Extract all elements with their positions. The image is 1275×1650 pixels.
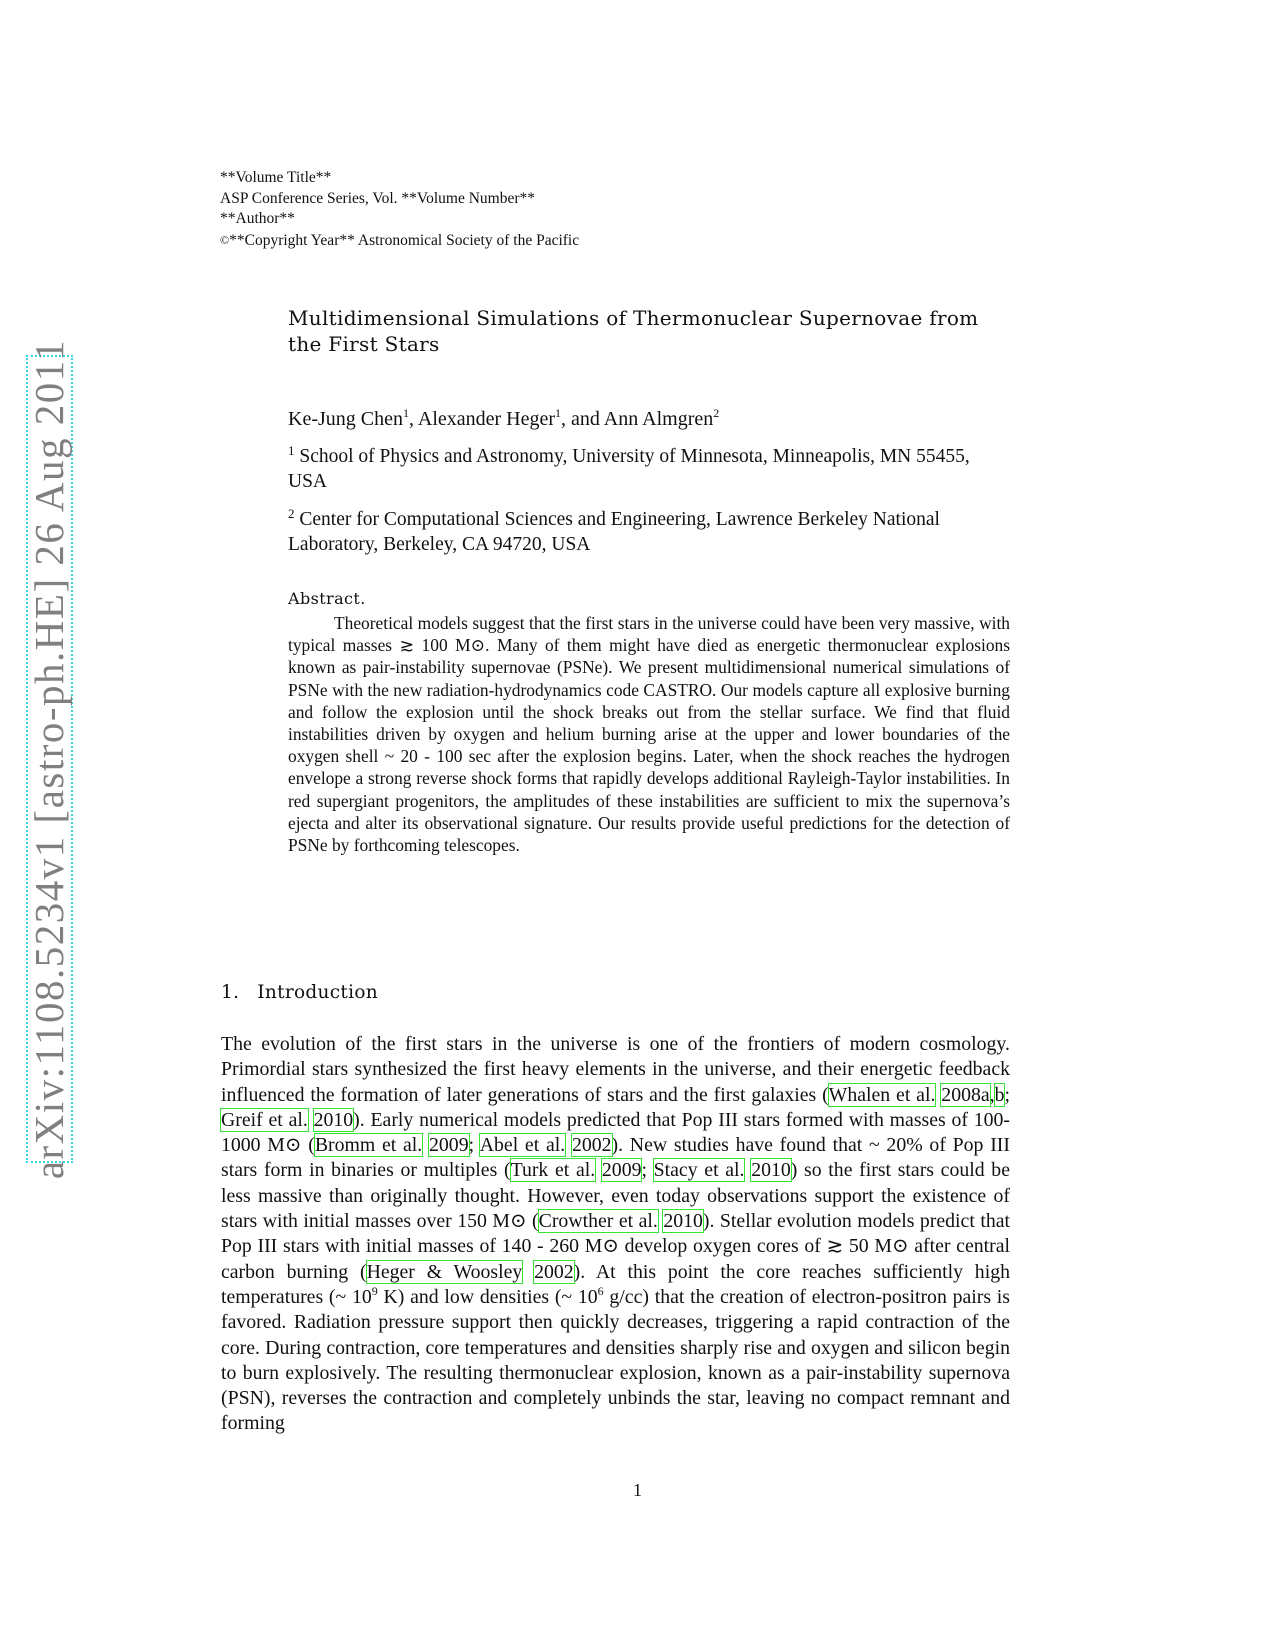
citation-link[interactable]: 2002 (571, 1134, 612, 1157)
abstract-body: Theoretical models suggest that the first stars in the universe could have been very massive, with typical masses ≳ 100 M⊙. Many of them might have died as energetic thermonuclear explosions known as pair-instability supernovae (PSNe). We present multidimensional numerical simulations of PSNe with the new radiation-hydrodynamics code CASTRO. Our models capture all explosive burning and follow the explosion until the shock breaks out from the stellar surface. We find that fluid instabilities driven by oxygen and helium burning arise at the upper and lower boundaries of the oxygen shell ~ 20 - 100 sec after the explosion begins. Later, when the shock reaches the hydrogen envelope a strong reverse shock forms that rapidly develops additional Rayleigh-Taylor instabilities. In red supergiant progenitors, the amplitudes of these instabilities are sufficient to mix the supernova’s ejecta and alter its observational signature. Our results provide useful predictions for the detection of PSNe by forthcoming telescopes. (288, 613, 1010, 856)
affiliation-text: Center for Computational Sciences and Engineering, Lawrence Berkeley National Laboratory, Berkeley, CA 94720, USA (288, 509, 940, 555)
body-text: ; (468, 1134, 480, 1157)
body-text: K) and low densities (~ 10 (377, 1285, 598, 1308)
volume-title: **Volume Title** (220, 169, 332, 186)
section-number: 1. (221, 982, 240, 1003)
citation-link[interactable]: 2010 (313, 1108, 354, 1131)
body-text: ). Stellar evolution models predict that Pop III stars with initial masses of 140 - 260 M⊙ develop oxygen cores of ≳ 50 M⊙ after central carbon burning ( (221, 1210, 1010, 1283)
citation-link[interactable]: Whalen et al. (828, 1083, 936, 1106)
author-name: , Alexander Heger (408, 408, 556, 430)
body-text: The evolution of the first stars in the universe is one of the frontiers of modern cosmology. Primordial stars synthesized the first heavy elements in the universe, and their energetic feedback influenced the formation of later generations of stars and the first galaxies ( (221, 1033, 1010, 1106)
exponent: 6 (597, 1283, 604, 1298)
affiliation-text: School of Physics and Astronomy, University of Minnesota, Minneapolis, MN 55455, USA (288, 446, 970, 492)
affiliation-1 (288, 444, 1008, 494)
citation-link[interactable]: Heger & Woosley (366, 1260, 523, 1283)
section-title: Introduction (257, 982, 379, 1003)
copyright-text: **Copyright Year** Astronomical Society of the Pacific (229, 231, 580, 249)
paper-title: Multidimensional Simulations of Thermonuclear Supernovae from the First Stars (288, 306, 979, 356)
citation-link[interactable]: Crowther et al. (538, 1210, 658, 1233)
citation-link[interactable]: Stacy et al. (653, 1159, 745, 1182)
body-text: ). Early numerical models predicted that Pop III stars formed with masses of 100-1000 M⊙ ( (221, 1108, 1010, 1157)
exponent: 9 (371, 1283, 378, 1298)
arxiv-stamp-text: arXiv:1108.5234v1 [astro-ph.HE] 26 Aug 2011 (26, 338, 72, 1180)
citation-link[interactable]: 2009 (601, 1159, 642, 1182)
citation-link[interactable]: Greif et al. (221, 1108, 308, 1131)
body-text: ). New studies have found that ~ 20% of Pop III stars form in binaries or multiples ( (221, 1134, 1010, 1182)
author-affiliation-mark: 1 (402, 406, 409, 420)
body-text: ; (641, 1159, 654, 1182)
body-text: ). At this point the core reaches sufficiently high temperatures (~ 10 (221, 1260, 1010, 1308)
citation-link[interactable]: Abel et al. (479, 1134, 566, 1157)
citation-link[interactable]: 2002 (534, 1260, 574, 1283)
citation-link[interactable]: 2010 (751, 1159, 791, 1182)
header-author: **Author** (220, 210, 295, 227)
citation-link[interactable]: 2009 (429, 1134, 469, 1157)
body-text: ) so the first stars could be less massive than originally thought. However, even today observations support the existence of stars with initial masses over 150 M⊙ ( (221, 1159, 1010, 1233)
volume-header (220, 168, 579, 251)
page-number: 1 (633, 1480, 642, 1500)
author-list (288, 406, 719, 432)
affiliation-number: 1 (288, 443, 295, 458)
citation-link[interactable]: Turk et al. (510, 1159, 596, 1182)
body-text: ; (1004, 1083, 1010, 1106)
body-text: g/cc) that the creation of electron-positron pairs is favored. Radiation pressure support then quickly decreases, triggering a rapid contraction of the core. During contraction, core temperatures and densities sharply rise and oxygen and silicon begin to burn explosively. The resulting thermonuclear explosion, known as a pair-instability supernova (PSN), reverses the contraction and completely unbinds the star, leaving no compact remnant and forming (221, 1285, 1010, 1435)
section-heading (221, 982, 378, 1003)
author-affiliation-mark: 2 (713, 406, 720, 420)
citation-link[interactable]: 2010 (663, 1210, 703, 1233)
abstract-heading: Abstract. (288, 589, 366, 608)
introduction-paragraph: The evolution of the first stars in the universe is one of the frontiers of modern cosmology. Primordial stars synthesized the first heavy elements in the universe, and their energetic feedback influenced the formation of later generations of stars and the first galaxies (Whalen et al. 2008a,b; Greif et al. 2010). Early numerical models predicted that Pop III stars formed with masses of 100-1000 M⊙ (Bromm et al. 2009; Abel et al. 2002). New studies have found that ~ 20% of Pop III stars form in binaries or multiples (Turk et al. 2009; Stacy et al. 2010) so the first stars could be less massive than originally thought. However, even today observations support the existence of stars with initial masses over 150 M⊙ (Crowther et al. 2010). Stellar evolution models predict that Pop III stars with initial masses of 140 - 260 M⊙ develop oxygen cores of ≳ 50 M⊙ after central carbon burning (Heger & Woosley 2002). At this point the core reaches sufficiently high temperatures (~ $10^9$ K) and low densities (~ $10^6$ g/cc) that the creation of electron-positron pairs is favored. Radiation pressure support then quickly decreases, triggering a rapid contraction of the core. During contraction, core temperatures and densities sharply rise and oxygen and silicon begin to burn explosively. The resulting thermonuclear explosion, known as a pair-instability supernova (PSN), reverses the contraction and completely unbinds the star, leaving no compact remnant and forming (221, 1033, 1010, 1435)
author-name: Ke-Jung Chen (288, 408, 403, 430)
conference-series: ASP Conference Series, Vol. **Volume Number** (220, 189, 535, 207)
author-name: , and Ann Almgren (561, 408, 714, 430)
author-affiliation-mark: 1 (555, 406, 562, 420)
citation-link[interactable]: 2008a (941, 1083, 990, 1106)
affiliation-number: 2 (288, 506, 295, 521)
affiliation-2 (288, 507, 1008, 557)
citation-link[interactable]: b (994, 1083, 1005, 1106)
copyright-symbol: © (220, 232, 230, 247)
copyright-line (220, 230, 579, 252)
citation-link[interactable]: Bromm et al. (314, 1134, 423, 1157)
